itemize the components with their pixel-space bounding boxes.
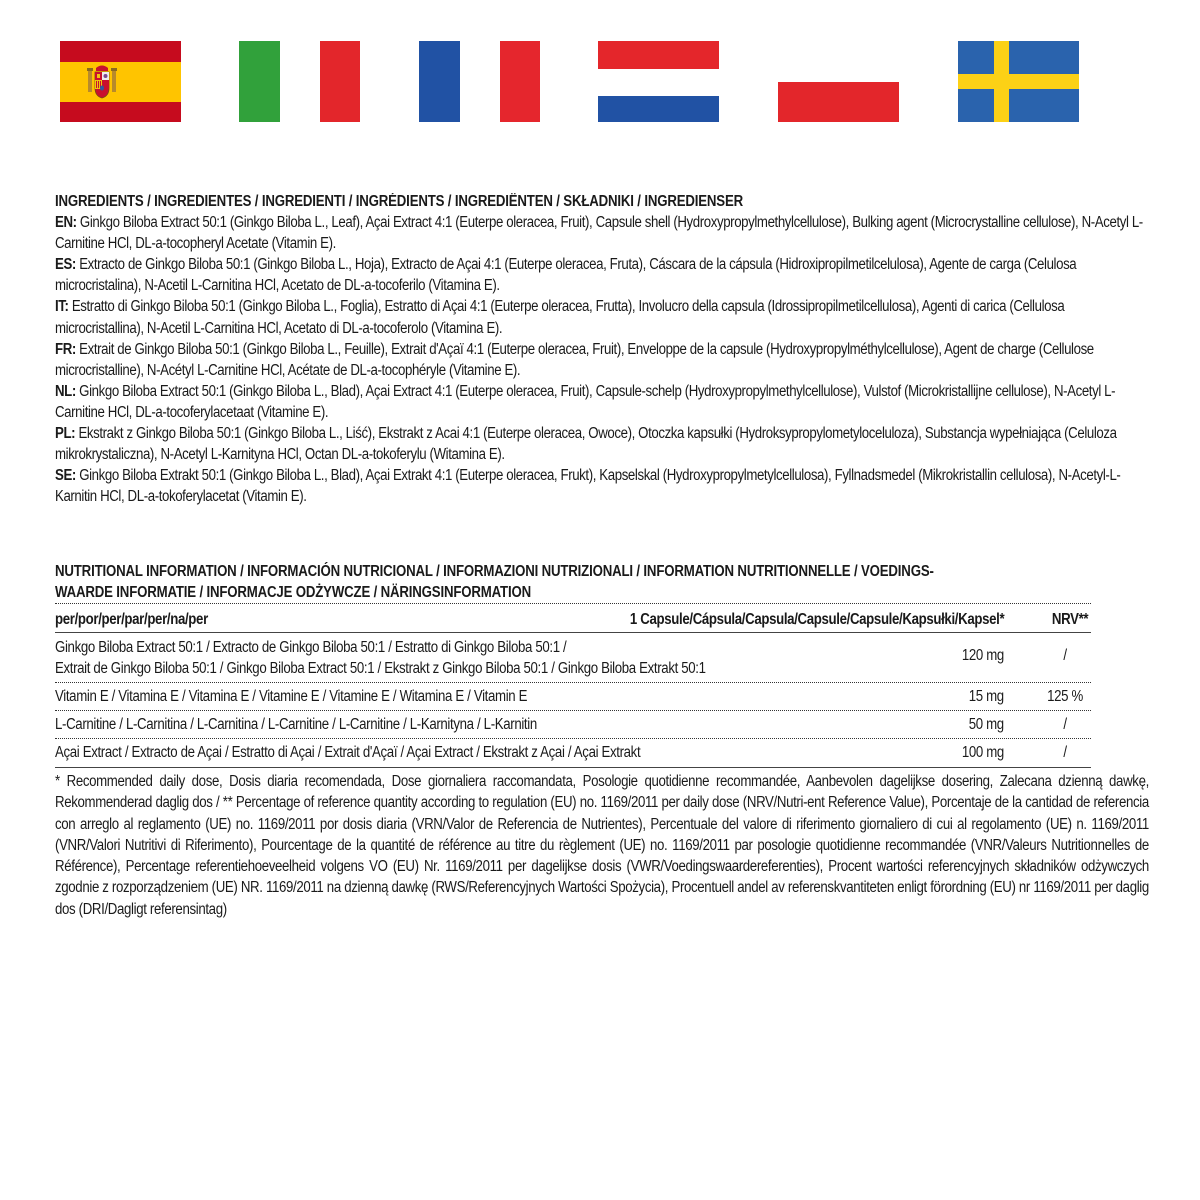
ingredients-section [55,191,1150,507]
ingredient-text: Ginkgo Biloba Extract 50:1 (Ginkgo Biloba L., Leaf), Açai Extract 4:1 (Euterpe oleracea, Fruit), Capsule shell (Hydroxypropylmethylcellulose), Bulking agent (Microcrystalline cellulose), N-Acetyl L-Carnitine HCl, DL-a-tocopheryl Acetate (Vitamin E). [55,214,1143,253]
nutrient-amount: 120 mg [961,647,1004,664]
italy-flag [239,41,360,122]
ingredient-language-list [55,212,1149,507]
nutrient-amount: 50 mg [968,716,1004,733]
language-code: SE: [55,467,76,485]
ingredient-text: Extracto de Ginkgo Biloba 50:1 (Ginkgo Biloba L., Hoja), Extracto de Açai 4:1 (Euterpe oleracea, Fruta), Cáscara de la cápsula (Hidroxipropilmetilcelulosa), Agente de carga (Celulosa microcristalina), N-Acetil L-Carnitina HCl, Acetato de DL-a-tocoferilo (Vitamina E). [55,256,1077,295]
ingredient-entry [55,339,1149,381]
nutrition-heading-line-1: NUTRITIONAL INFORMATION / INFORMACIÓN NUTRICIONAL / INFORMAZIONI NUTRIZIONALI / INFORMATION NUTRITIONNELLE / VOEDINGS- [55,563,934,580]
nutrient-amount: 15 mg [968,688,1004,705]
poland-flag [778,41,899,122]
column-header-amount: 1 Capsule/Cápsula/Capsula/Capsule/Capsule/Kapsułki/Kapsel* [629,611,1004,628]
header-rule [55,632,1091,633]
row-rule [55,767,1091,768]
footnote: * Recommended daily dose, Dosis diaria recomendada, Dose giornaliera raccomandata, Posologie quotidienne recommandée, Aanbevolen dagelijkse dosering, Zalecana dzienną dawkę, Rekommenderad daglig dos / ** Percentage of reference quantity according to regulation (EU) no. 1169/2011 per daily dose (NRV/Nutri-ent Reference Value), Porcentaje de la cantidad de referencia con arreglo al reglamento (UE) no. 1169/2011 por dosis diaria (VRN/Valor de Referencia de Nutrientes), Percentuale del valore di riferimento giornaliero di cui al regolamento (UE) n. 1169/2011 (VNR/Valori Nutritivi di Riferimento), Pourcentage de la quantité de référence au titre du règlement (UE) no. 1169/2011 par posologie quotidienne recommandée (VNR/Valeurs Nutritionnelles de Référence), Percentage referentiehoeveelheid volgens VO (EU) Nr. 1169/2011 per dagelijkse dosis (VWR/Voedingswaardereferenties), Procent wartości referencyjnych składników odżywczych zgodnie z rozporządzeniem (UE) NR. 1169/2011 na dzienną dawkę (RWS/Referencyjnych Wartości Spożycia), Procentuell andel av referenskvantiteten enligt förordning (EU) nr 1169/2011 per daglig dos (DRI/Dagligt referensintag) [55,773,1149,918]
row-rule [55,682,1091,683]
column-header-per: per/por/per/par/per/na/per [55,611,208,628]
ingredient-text: Estratto di Ginkgo Biloba 50:1 (Ginkgo Biloba L., Foglia), Estratto di Açai 4:1 (Euterpe oleracea, Frutta), Involucro della capsula (Idrossipropilmetilcellulosa), Agenti di carica (Cellulosa microcristallina), N-Acetil L-Carnitina HCl, Acetato di DL-a-tocoferolo (Vitamina E). [55,298,1065,337]
nutrient-name: Vitamin E / Vitamina E / Vitamina E / Vitamine E / Vitamine E / Witamina E / Vitamin E [55,688,528,705]
ingredient-text: Ginkgo Biloba Extract 50:1 (Ginkgo Biloba L., Blad), Açai Extract 4:1 (Euterpe oleracea, Fruit), Capsule-schelp (Hydroxypropylmethylcellulose), Vulstof (Microkristallijne cellulose), N-Acetyl L-Carnitine HCl, DL-a-tocoferylacetaat (Vitamine E). [55,382,1116,421]
netherlands-flag [598,41,719,122]
sweden-flag [958,41,1079,122]
france-flag [419,41,540,122]
nutrition-heading-line-2: WAARDE INFORMATIE / INFORMACJE ODŻYWCZE / NÄRINGSINFORMATION [55,584,531,601]
spain-flag [60,41,181,122]
ingredient-text: Ginkgo Biloba Extrakt 50:1 (Ginkgo Biloba L., Blad), Açai Extrakt 4:1 (Euterpe oleracea, Frukt), Kapselskal (Hydroxypropylmetylcellulosa), Fyllnadsmedel (Mikrokristallin cellulosa), N-Acetyl-L-Karnitin HCl, DL-a-tokoferylacetat (Vitamin E). [55,467,1121,506]
language-code: EN: [55,214,77,232]
ingredient-entry [55,296,1149,338]
row-rule [55,738,1091,739]
language-code: IT: [55,298,69,316]
table-top-rule [55,603,1091,604]
language-code: NL: [55,382,76,400]
nutrient-name: Açai Extract / Extracto de Açai / Estratto di Açai / Extrait d'Açaï / Açai Extract / Ekstrakt z Açai / Açai Extrakt [55,744,641,761]
nutrient-nrv: 125 % [1047,688,1083,705]
ingredient-entry [55,254,1149,296]
nutrition-heading [55,561,1149,603]
nutrient-nrv: / [1063,647,1067,664]
ingredient-entry [55,212,1149,254]
spain-coat-of-arms-icon [86,64,118,100]
ingredient-text: Ekstrakt z Ginkgo Biloba 50:1 (Ginkgo Biloba L., Liść), Ekstrakt z Acai 4:1 (Euterpe oleracea, Owoce), Otoczka kapsułki (Hydroksypropylometyloceluloza), Substancja wypełniająca (Celuloza mikrokrystaliczna), N-Acetyl L-Karnityna HCl, Octan DL-a-tokoferylu (Witamina E). [55,425,1117,464]
nutrient-name: Ginkgo Biloba Extract 50:1 / Extracto de Ginkgo Biloba 50:1 / Estratto di Ginkgo Biloba 50:1 / [55,639,567,656]
nutrient-amount: 100 mg [961,744,1004,761]
nutrient-nrv: / [1063,716,1067,733]
ingredient-entry [55,465,1149,507]
row-rule [55,710,1091,711]
language-code: FR: [55,340,76,358]
nutrient-name-line-2: Extrait de Ginkgo Biloba 50:1 / Ginkgo Biloba Extract 50:1 / Ekstrakt z Ginkgo Biloba 50:1 / Ginkgo Biloba Extrakt 50:1 [55,660,706,677]
ingredients-heading: INGREDIENTS / INGREDIENTES / INGREDIENTI / INGRÉDIENTS / INGREDIËNTEN / SKŁADNIKI / INGREDIENSER [55,193,744,210]
nutrition-section [55,561,1150,603]
nutrient-nrv: / [1063,744,1067,761]
ingredient-entry [55,423,1149,465]
language-code: PL: [55,425,76,443]
column-header-nrv: NRV** [1051,611,1088,628]
language-code: ES: [55,256,76,274]
ingredient-entry [55,381,1149,423]
ingredient-text: Extrait de Ginkgo Biloba 50:1 (Ginkgo Biloba L., Feuille), Extrait d'Açaï 4:1 (Euterpe oleracea, Fruit), Enveloppe de la capsule (Hydroxypropylméthylcellulose), Agent de charge (Cellulose microcristalline), N-Acétyl L-Carnitine HCl, Acétate de DL-a-tocophéryle (Vitamine E). [55,340,1094,379]
flag-row [0,0,1200,130]
nutrient-name: L-Carnitine / L-Carnitina / L-Carnitina / L-Carnitine / L-Carnitine / L-Karnityna / L-Karnitin [55,716,537,733]
footnote-section [55,771,1150,920]
